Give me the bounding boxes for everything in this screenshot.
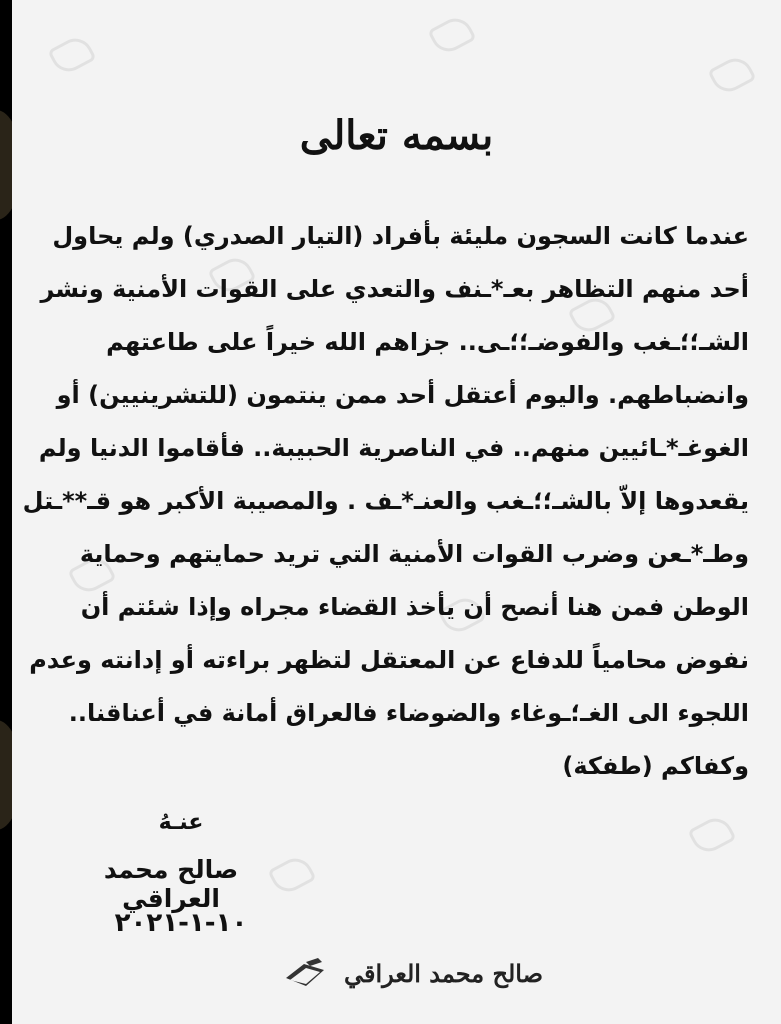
body-line: يقعدوها إلاّ بالشـ؛؛ـغب والعنـ*ـف . والمصيبة الأكبر هو قـ**ـتل bbox=[22, 487, 749, 515]
left-edge bbox=[0, 0, 12, 1024]
footer-logo bbox=[282, 946, 543, 1000]
signature-label: عنـهُ bbox=[158, 810, 204, 835]
body-line: وانضباطهم. واليوم أعتقل أحد ممن ينتمون (للتشرينيين) أو bbox=[56, 381, 749, 409]
body-line: وكفاكم (طفكة) bbox=[562, 752, 749, 780]
watermark-icon bbox=[707, 52, 756, 97]
body-line: وطـ*ـعن وضرب القوات الأمنية التي تريد حمايتهم وحماية bbox=[79, 540, 749, 568]
body-line: الوطن فمن هنا أنصح أن يأخذ القضاء مجراه وإذا شئتم أن bbox=[80, 593, 749, 621]
document-body bbox=[22, 210, 749, 793]
body-line: الغوغـ*ـائيين منهم.. في الناصرية الحبيبة.. فأقاموا الدنيا ولم bbox=[38, 434, 749, 462]
signature-name: صالح محمد العراقي bbox=[103, 855, 239, 913]
logo-wordmark: صالح محمد العراقي bbox=[344, 958, 543, 988]
watermark-icon bbox=[427, 12, 476, 57]
watermark-icon bbox=[687, 812, 736, 857]
body-line: اللجوء الى الغـ؛ـوغاء والضوضاء فالعراق أمانة في أعناقنا.. bbox=[68, 699, 749, 727]
document-date: ١٠-١-٢٠٢١ bbox=[114, 908, 248, 938]
document-title: بسمه تعالى bbox=[299, 112, 494, 159]
body-line: نفوض محامياً للدفاع عن المعتقل لتظهر براءته أو إدانته وعدم bbox=[29, 646, 749, 674]
body-line: عندما كانت السجون مليئة بأفراد (التيار الصدري) ولم يحاول bbox=[52, 222, 749, 250]
body-line: أحد منهم التظاهر بعـ*ـنف والتعدي على القوات الأمنية ونشر bbox=[40, 275, 749, 303]
document-page bbox=[12, 0, 781, 1024]
body-line: الشـ؛؛ـغب والفوضـ؛؛ـى.. جزاهم الله خيراً على طاعتهم bbox=[106, 328, 749, 356]
book-emblem-icon bbox=[282, 956, 328, 990]
watermark-icon bbox=[47, 32, 96, 77]
